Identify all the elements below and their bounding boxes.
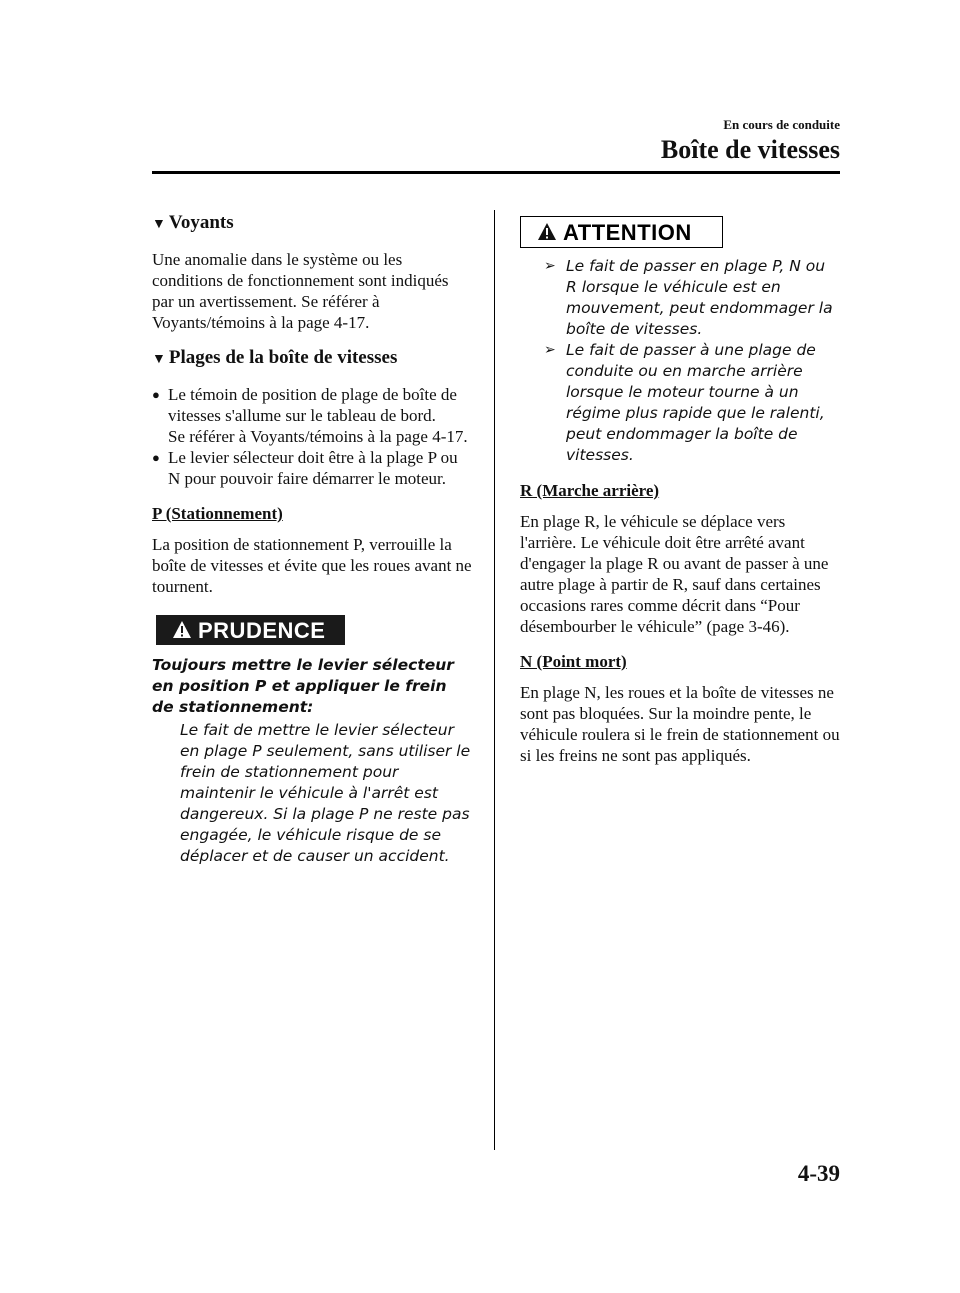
arrow-right-icon: ➢	[544, 342, 556, 358]
voyants-heading: ▼ Voyants	[152, 212, 234, 233]
caution-body-text: Le fait de mettre le levier sélecteur en plage P seulement, sans utiliser le frein de stationnement pour maintenir le véhicule à l'arrêt est dangereux. Si la plage P ne reste pas engagée, le véhicule risque de se déplacer et de causer un accident.	[180, 721, 471, 865]
bullet-dot-icon: ●	[152, 450, 160, 465]
column-divider	[494, 210, 495, 1150]
attention-banner: ATTENTION	[520, 216, 723, 248]
n-point-mort-heading: N (Point mort)	[520, 652, 627, 671]
caution-note	[152, 655, 472, 867]
bullet-item-1: ● Le témoin de position de plage de boîte de vitesses s'allume sur le tableau de bord. Se référer à Voyants/témoins à la page 4-17.	[152, 385, 468, 446]
bullet-item-2: ● Le levier sélecteur doit être à la plage P ou N pour pouvoir faire démarrer le moteur.	[152, 448, 458, 488]
warning-triangle-icon	[537, 222, 557, 242]
plages-heading: ▼ Plages de la boîte de vitesses	[152, 347, 398, 368]
attention-list	[520, 256, 840, 466]
section-title: Boîte de vitesses	[660, 135, 840, 164]
triangle-down-icon: ▼	[152, 217, 166, 232]
triangle-down-icon: ▼	[152, 352, 166, 367]
warning-triangle-icon	[172, 620, 192, 640]
p-stationnement-text: La position de stationnement P, verrouille la boîte de vitesses et évite que les roues avant ne tournent.	[152, 535, 472, 596]
left-column	[152, 212, 472, 867]
r-marche-arriere-heading: R (Marche arrière)	[520, 481, 660, 500]
caution-banner-wrap	[152, 615, 472, 645]
attention-item-1: ➢ Le fait de passer en plage P, N ou R lorsque le véhicule est en mouvement, peut endommager la boîte de vitesses.	[544, 257, 833, 338]
voyants-text: Une anomalie dans le système ou les conditions de fonctionnement sont indiqués par un avertissement. Se référer à Voyants/témoins à la page 4-17.	[152, 250, 449, 332]
arrow-right-icon: ➢	[544, 258, 556, 274]
chapter-title: En cours de conduite	[723, 117, 840, 132]
caution-bold-text: Toujours mettre le levier sélecteur en position P et appliquer le frein de stationnement:	[152, 656, 454, 716]
plages-bullet-list	[152, 384, 472, 489]
r-marche-arriere-text: En plage R, le véhicule se déplace vers l'arrière. Le véhicule doit être arrêté avant d'engager la plage R ou avant de passer à une autre plage à partir de R, sauf dans certaines occasions rares comme décrit dans “Pour désembourber le véhicule” (page 3-46).	[520, 512, 829, 636]
n-point-mort-text: En plage N, les roues et la boîte de vitesses ne sont pas bloquées. Sur la moindre pente, le véhicule roulera si le frein de stationnement ou si les freins ne sont pas appliqués.	[520, 683, 840, 765]
page-number: 4-39	[797, 1161, 840, 1186]
p-stationnement-heading: P (Stationnement)	[152, 504, 283, 523]
caution-banner: PRUDENCE	[156, 615, 345, 645]
attention-item-2: ➢ Le fait de passer à une plage de conduite ou en marche arrière lorsque le moteur tourne à un régime plus rapide que le ralenti, peut endommager la boîte de vitesses.	[544, 341, 825, 464]
header-rule	[152, 171, 840, 174]
right-column	[520, 216, 840, 780]
bullet-dot-icon: ●	[152, 387, 160, 402]
